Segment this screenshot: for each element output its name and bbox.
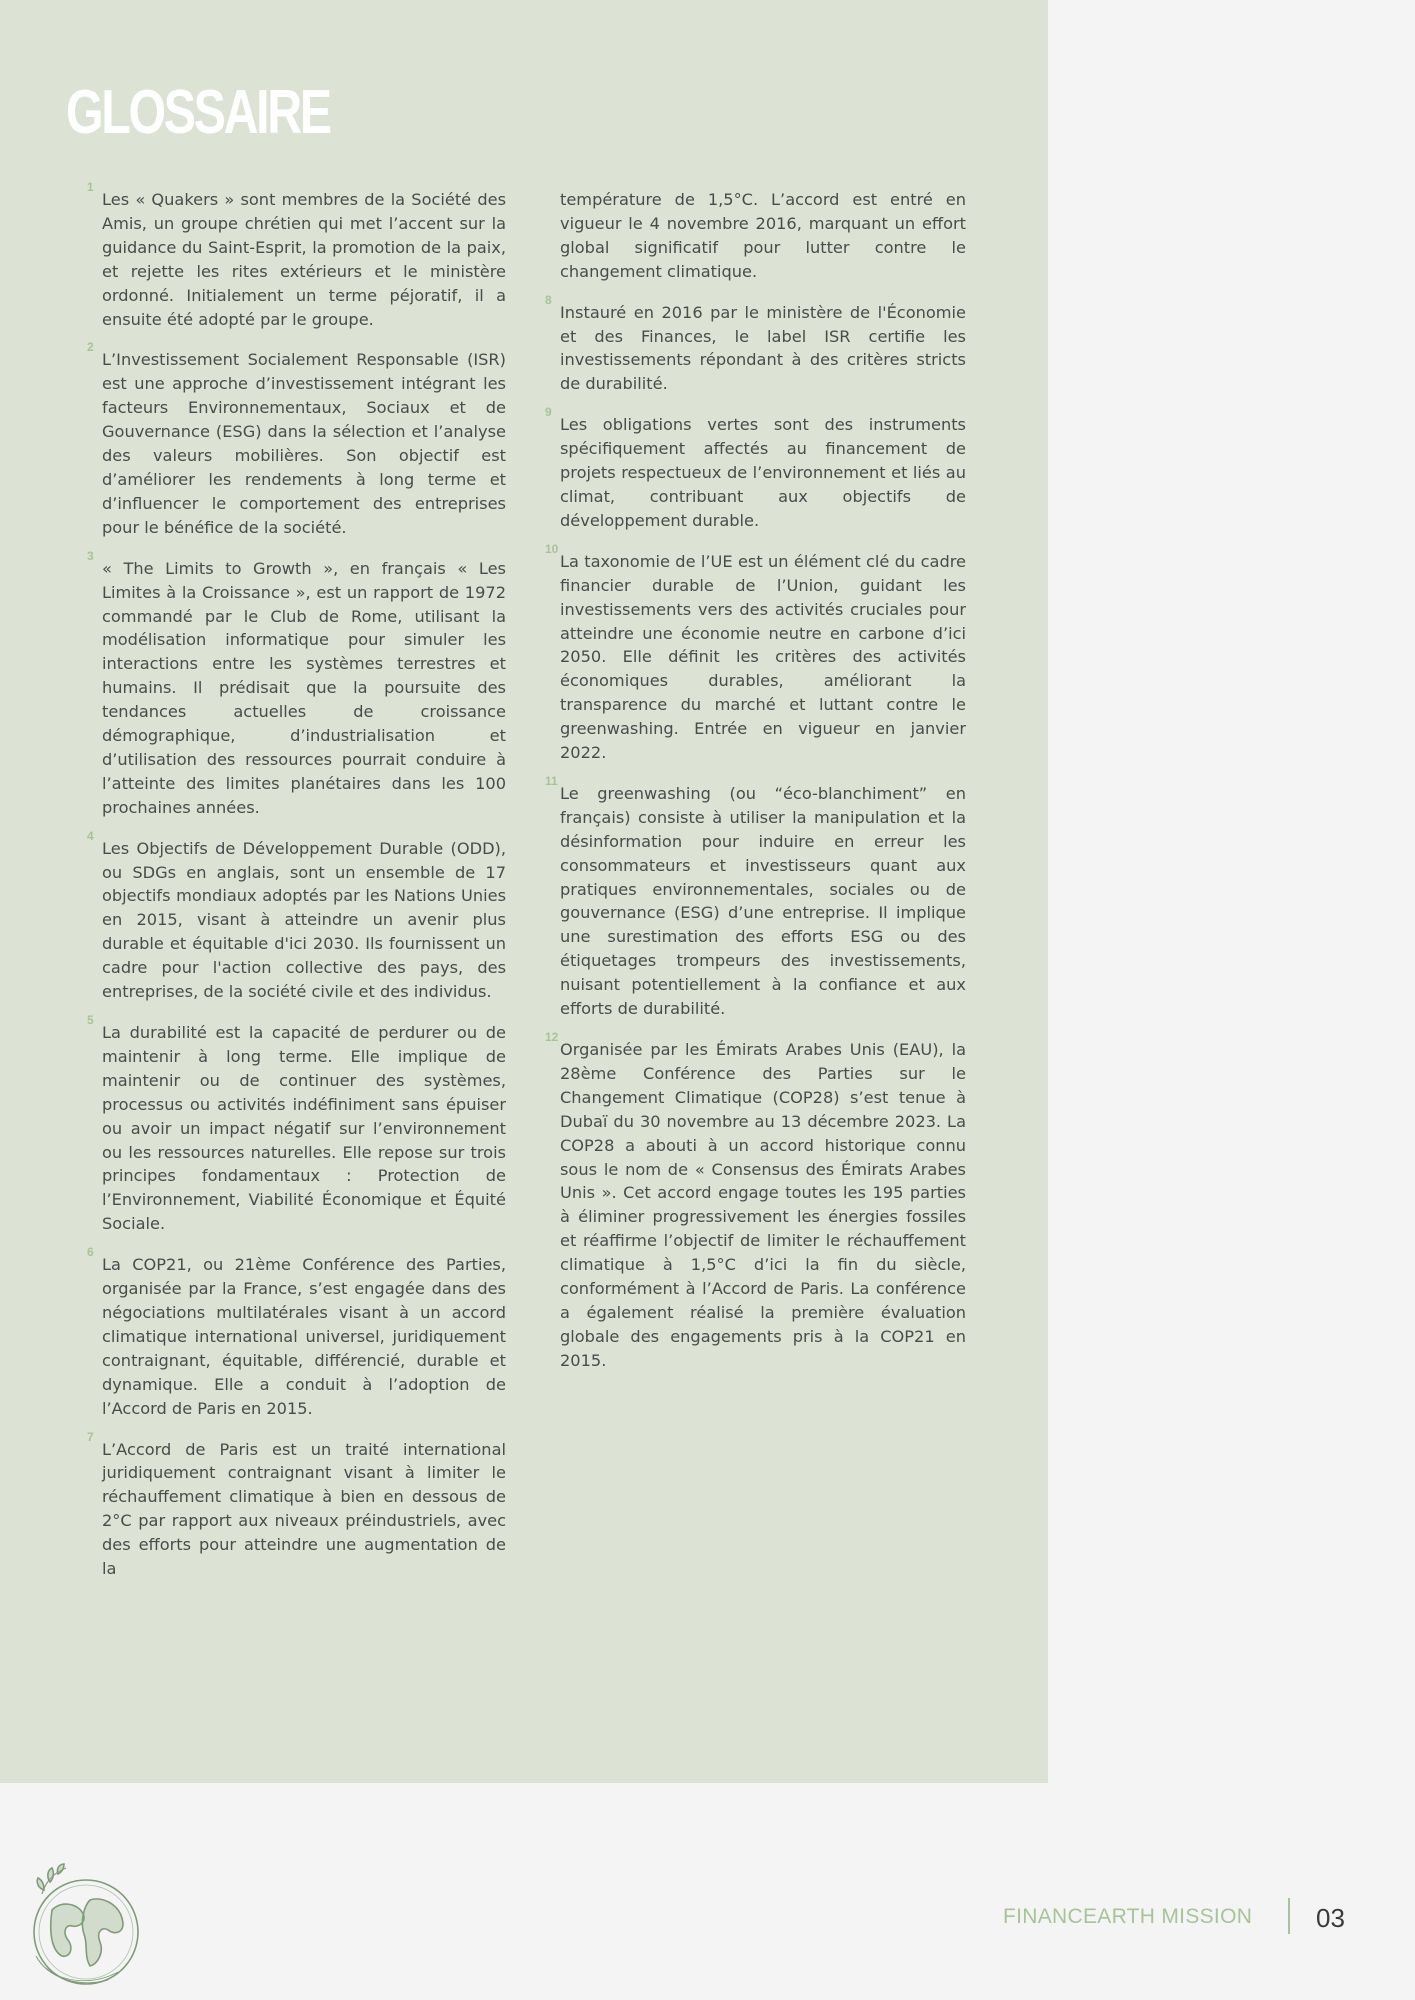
footnote-number: 10: [545, 541, 559, 556]
glossary-text: La durabilité est la capacité de perdurer ou de maintenir à long terme. Elle implique de maintenir ou de continuer des systèmes, processus ou activités indéfiniment sans épuiser ou avoir un impact négatif sur l’environnement ou les ressources naturelles. Elle repose sur trois principes fondamentaux : Protection de l’Environnement, Viabilité Économique et Équité Sociale.: [102, 1023, 506, 1234]
glossary-text: Les Objectifs de Développement Durable (ODD), ou SDGs en anglais, sont un ensemble de 17 objectifs mondiaux adoptés par les Nations Unies en 2015, visant à atteindre un avenir plus durable et équitable d'ici 2030. Ils fournissent un cadre pour l'action collective des pays, des entreprises, de la société civile et des individus.: [102, 838, 506, 1002]
glossary-entry: [87, 1245, 506, 1420]
page-title: GLOSSAIRE: [66, 78, 330, 147]
glossary-entry: [545, 292, 966, 397]
glossary-entry: [545, 405, 966, 533]
footnote-number: 11: [545, 773, 558, 788]
glossary-entry: [87, 1429, 506, 1581]
glossary-column-left: [87, 180, 506, 1598]
footnote-number: 8: [545, 292, 552, 307]
glossary-entry: [545, 1030, 966, 1373]
glossary-entry-continued: [560, 188, 966, 284]
footnote-number: 6: [87, 1245, 94, 1260]
glossary-text: La COP21, ou 21ème Conférence des Parties, organisée par la France, s’est engagée dans des négociations multilatérales visant à un accord climatique international universel, juridiquement contraignant, équitable, différencié, durable et dynamique. Elle a conduit à l’adoption de l’Accord de Paris en 2015.: [102, 1255, 506, 1418]
footnote-number: 7: [87, 1429, 94, 1444]
page-number: 03: [1316, 1903, 1345, 1933]
footnote-number: 4: [87, 828, 94, 843]
footer-brand: FINANCEARTH MISSION: [1003, 1905, 1253, 1928]
glossary-entry: [545, 773, 966, 1021]
glossary-entry: [545, 541, 966, 765]
footnote-number: 12: [545, 1030, 559, 1044]
globe-leaf-icon: [22, 1860, 144, 1990]
glossary-entry: [87, 828, 506, 1004]
glossary-text: Les obligations vertes sont des instruments spécifiquement affectés au financement de projets respectueux de l’environnement et liés au climat, contribuant aux objectifs de développement durable.: [560, 415, 966, 530]
footnote-number: 3: [87, 548, 94, 563]
glossary-entry: [87, 548, 506, 820]
glossary-entry: [87, 180, 506, 331]
glossary-text: Les « Quakers » sont membres de la Société des Amis, un groupe chrétien qui met l’accent sur la guidance du Saint-Esprit, la promotion de la paix, et rejette les rites extérieurs et le ministère ordonné. Initialement un terme péjoratif, il a ensuite été adopté par le groupe.: [102, 190, 506, 329]
footnote-number: 2: [87, 340, 94, 355]
glossary-text: La taxonomie de l’UE est un élément clé du cadre financier durable de l’Union, guidant les investissements vers des activités cruciales pour atteindre une économie neutre en carbone d’ici 2050. Elle définit les critères des activités économiques durables, améliorant la transparence du marché et luttant contre le greenwashing. Entrée en vigueur en janvier 2022.: [560, 551, 966, 763]
glossary-entry: [87, 1013, 506, 1236]
glossary-text: Organisée par les Émirats Arabes Unis (EAU), la 28ème Conférence des Parties sur le Changement Climatique (COP28) s’est tenue à Dubaï du 30 novembre au 13 décembre 2023. La COP28 a abouti à un accord historique connu sous le nom de « Consensus des Émirats Arabes Unis ». Cet accord engage toutes les 195 parties à éliminer progressivement les énergies fossiles et réaffirme l’objectif de limiter le réchauffement climatique à 1,5°C d’ici la fin du siècle, conformément à l’Accord de Paris. La conférence a également réalisé la première évaluation globale des engagements pris à la COP21 en 2015.: [560, 1040, 966, 1370]
glossary-entry: [87, 340, 506, 539]
footnote-number: 5: [87, 1013, 94, 1027]
glossary-text: Le greenwashing (ou “éco-blanchiment” en français) consiste à utiliser la manipulation et la désinformation pour induire en erreur les consommateurs et investisseurs quant aux pratiques environnementales, sociales ou de gouvernance (ESG) d’une entreprise. Il implique une surestimation des efforts ESG ou des étiquetages trompeurs des investissements, nuisant potentiellement à la confiance et aux efforts de durabilité.: [560, 783, 966, 1019]
glossary-text: « The Limits to Growth », en français « Les Limites à la Croissance », est un rapport de 1972 commandé par le Club de Rome, utilisant la modélisation informatique pour simuler les interactions entre les systèmes terrestres et humains. Il prédisait que la poursuite des tendances actuelles de croissance démographique, d’industrialisation et d’utilisation des ressources pourrait conduire à l’atteinte des limites planétaires dans les 100 prochaines années.: [102, 558, 506, 817]
footnote-number: 1: [87, 180, 94, 194]
footer-divider: [1288, 1898, 1290, 1934]
footnote-number: 9: [545, 405, 552, 420]
glossary-text: L’Accord de Paris est un traité international juridiquement contraignant visant à limiter le réchauffement climatique à bien en dessous de 2°C par rapport aux niveaux préindustriels, avec des efforts pour atteindre une augmentation de la: [102, 1439, 506, 1579]
glossary-text: Instauré en 2016 par le ministère de l'Économie et des Finances, le label ISR certifie les investissements répondant à des critères stricts de durabilité.: [560, 302, 966, 394]
glossary-column-right: [545, 188, 966, 1390]
glossary-text: température de 1,5°C. L’accord est entré en vigueur le 4 novembre 2016, marquant un effort global significatif pour lutter contre le changement climatique.: [560, 190, 966, 281]
glossary-text: L’Investissement Socialement Responsable (ISR) est une approche d’investissement intégrant les facteurs Environnementaux, Sociaux et de Gouvernance (ESG) dans la sélection et l’analyse des valeurs mobilières. Son objectif est d’améliorer les rendements à long terme et d’influencer le comportement des entreprises pour le bénéfice de la société.: [102, 350, 506, 537]
